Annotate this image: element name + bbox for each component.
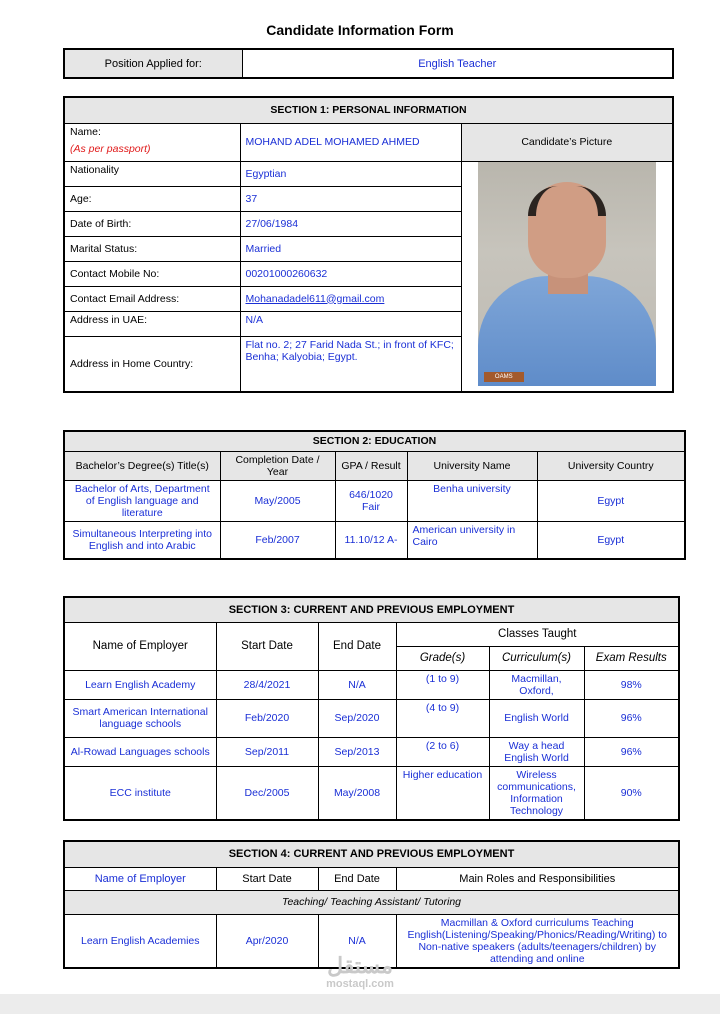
mobile-label: Contact Mobile No: <box>64 261 240 286</box>
name-value: MOHAND ADEL MOHAMED AHMED <box>240 123 461 161</box>
mostaql-watermark <box>300 955 420 991</box>
emp-header-exam: Exam Results <box>584 646 679 670</box>
bottom-strip <box>0 994 720 1014</box>
edu-date: May/2005 <box>220 480 335 521</box>
emp-exam: 98% <box>584 670 679 699</box>
home-address-label: Address in Home Country: <box>64 336 240 392</box>
uae-address-value: N/A <box>240 311 461 336</box>
emp-grade: (1 to 9) <box>396 670 489 699</box>
mobile-value: 00201000260632 <box>240 261 461 286</box>
emp-header-end: End Date <box>318 622 396 670</box>
roles-header-employer: Name of Employer <box>64 867 216 890</box>
edu-country: Egypt <box>537 480 685 521</box>
position-label: Position Applied for: <box>64 49 242 78</box>
nationality-value: Egyptian <box>240 161 461 186</box>
roles-header-end: End Date <box>318 867 396 890</box>
edu-header-date: Completion Date / Year <box>220 451 335 480</box>
employment-table <box>63 596 680 821</box>
table-row <box>64 670 679 699</box>
emp-curriculum: English World <box>489 699 584 737</box>
emp-header-curriculum: Curriculum(s) <box>489 646 584 670</box>
position-table <box>63 48 674 79</box>
emp-start: Dec/2005 <box>216 766 318 820</box>
watermark-arabic: مستقل <box>327 953 393 978</box>
emp-start: 28/4/2021 <box>216 670 318 699</box>
edu-university: Benha university <box>407 480 537 521</box>
edu-degree: Simultaneous Interpreting into English and into Arabic <box>64 521 220 559</box>
candidate-photo <box>478 162 656 386</box>
emp-header-grade: Grade(s) <box>396 646 489 670</box>
emp-header-start: Start Date <box>216 622 318 670</box>
emp-curriculum: Macmillan, Oxford, <box>489 670 584 699</box>
home-address-value: Flat no. 2; 27 Farid Nada St.; in front of KFC; Benha; Kalyobia; Egypt. <box>240 336 461 392</box>
marital-label: Marital Status: <box>64 236 240 261</box>
table-row <box>64 699 679 737</box>
section3-heading: SECTION 3: CURRENT AND PREVIOUS EMPLOYMENT <box>64 597 679 622</box>
age-label: Age: <box>64 186 240 211</box>
edu-header-degree: Bachelor’s Degree(s) Title(s) <box>64 451 220 480</box>
emp-exam: 96% <box>584 699 679 737</box>
emp-end: Sep/2013 <box>318 737 396 766</box>
photo-badge: OAMS <box>484 372 524 382</box>
roles-end: N/A <box>318 914 396 968</box>
edu-header-gpa: GPA / Result <box>335 451 407 480</box>
roles-header-responsibilities: Main Roles and Responsibilities <box>396 867 679 890</box>
emp-curriculum: Way a head English World <box>489 737 584 766</box>
emp-header-classes: Classes Taught <box>396 622 679 646</box>
position-value: English Teacher <box>242 49 673 78</box>
edu-header-country: University Country <box>537 451 685 480</box>
edu-degree: Bachelor of Arts, Department of English language and literature <box>64 480 220 521</box>
emp-employer: Al-Rowad Languages schools <box>64 737 216 766</box>
emp-end: N/A <box>318 670 396 699</box>
table-row <box>64 480 685 521</box>
section2-heading: SECTION 2: EDUCATION <box>64 431 685 451</box>
watermark-latin: mostaql.com <box>326 978 394 990</box>
emp-grade: Higher education <box>396 766 489 820</box>
roles-responsibilities: Macmillan & Oxford curriculums Teaching English(Listening/Speaking/Phonics/Reading/Writing) to Non-native speakers (adults/teenagers/children) by attending and online <box>396 914 679 968</box>
name-note: (As per passport) <box>70 142 151 155</box>
emp-employer: Learn English Academy <box>64 670 216 699</box>
table-row <box>64 737 679 766</box>
emp-employer: ECC institute <box>64 766 216 820</box>
email-link[interactable]: Mohanadadel611@gmail.com <box>245 292 385 305</box>
edu-university: American university in Cairo <box>407 521 537 559</box>
emp-curriculum: Wireless communications, Information Technology <box>489 766 584 820</box>
emp-exam: 90% <box>584 766 679 820</box>
picture-label: Candidate’s Picture <box>461 123 673 161</box>
personal-info-table <box>63 96 674 393</box>
edu-date: Feb/2007 <box>220 521 335 559</box>
emp-start: Sep/2011 <box>216 737 318 766</box>
emp-grade: (4 to 9) <box>396 699 489 737</box>
emp-grade: (2 to 6) <box>396 737 489 766</box>
edu-gpa: 11.10/12 A- <box>335 521 407 559</box>
dob-label: Date of Birth: <box>64 211 240 236</box>
emp-end: Sep/2020 <box>318 699 396 737</box>
nationality-label: Nationality <box>64 161 240 186</box>
emp-exam: 96% <box>584 737 679 766</box>
edu-header-university: University Name <box>407 451 537 480</box>
roles-start: Apr/2020 <box>216 914 318 968</box>
edu-gpa: 646/1020 Fair <box>335 480 407 521</box>
marital-value: Married <box>240 236 461 261</box>
section4-heading: SECTION 4: CURRENT AND PREVIOUS EMPLOYMENT <box>64 841 679 867</box>
roles-header-start: Start Date <box>216 867 318 890</box>
emp-header-employer: Name of Employer <box>64 622 216 670</box>
education-table <box>63 430 686 560</box>
edu-country: Egypt <box>537 521 685 559</box>
form-title: Candidate Information Form <box>266 22 454 38</box>
table-row <box>64 521 685 559</box>
emp-employer: Smart American International language schools <box>64 699 216 737</box>
dob-value: 27/06/1984 <box>240 211 461 236</box>
uae-address-label: Address in UAE: <box>64 311 240 336</box>
emp-end: May/2008 <box>318 766 396 820</box>
name-label: Name: <box>70 125 101 138</box>
email-label: Contact Email Address: <box>64 286 240 311</box>
section1-heading: SECTION 1: PERSONAL INFORMATION <box>64 97 673 123</box>
roles-employer: Learn English Academies <box>64 914 216 968</box>
table-row <box>64 766 679 820</box>
emp-start: Feb/2020 <box>216 699 318 737</box>
roles-subheading: Teaching/ Teaching Assistant/ Tutoring <box>64 890 679 914</box>
age-value: 37 <box>240 186 461 211</box>
roles-table <box>63 840 680 969</box>
